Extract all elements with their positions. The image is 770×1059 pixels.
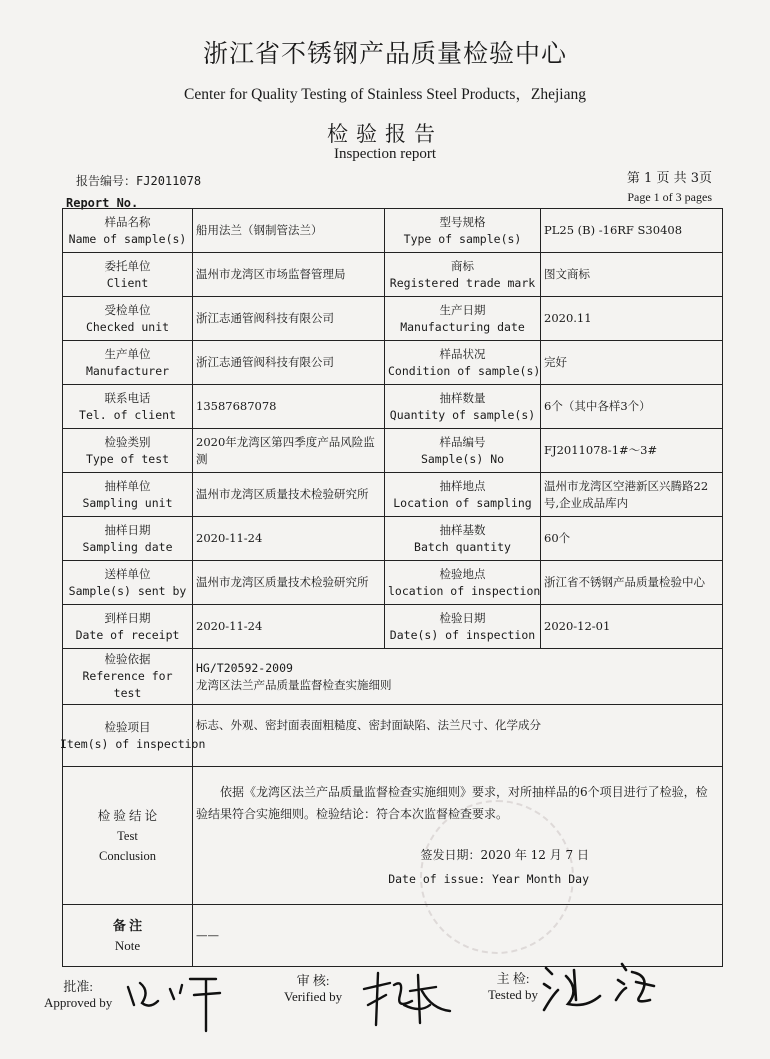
table-row bbox=[63, 209, 723, 253]
center-title-en: Center for Quality Testing of Stainless Steel Products，Zhejiang bbox=[184, 86, 586, 103]
field-label: 样品状况 Condition of sample(s) bbox=[385, 341, 541, 385]
field-value: PL25 (B) -16RF S30408 bbox=[541, 209, 723, 253]
page-indicator-cn: 第 1 页 共 3页 bbox=[626, 171, 712, 186]
field-label: 抽样基数 Batch quantity bbox=[385, 517, 541, 561]
field-label: 检验日期 Date(s) of inspection bbox=[385, 605, 541, 649]
approved-signature bbox=[120, 965, 230, 1035]
field-label: 商标 Registered trade mark bbox=[385, 253, 541, 297]
report-number bbox=[76, 172, 201, 189]
field-label: 样品编号 Sample(s) No bbox=[385, 429, 541, 473]
report-title-cn: 检验报告 bbox=[327, 122, 443, 146]
field-value: 2020年龙湾区第四季度产品风险监测 bbox=[193, 429, 385, 473]
field-label: 样品名称 Name of sample(s) bbox=[63, 209, 193, 253]
report-title-en: Inspection report bbox=[333, 146, 437, 162]
table-row bbox=[63, 605, 723, 649]
tested-signature bbox=[540, 960, 660, 1020]
issue-date-en: Date of issue: Year Month Day bbox=[388, 872, 589, 886]
verified-by-label: 审 核: Verified by bbox=[284, 973, 343, 1004]
inspection-table bbox=[62, 208, 723, 967]
tested-by-label: 主 检: Tested by bbox=[488, 971, 538, 1002]
page-indicator-en: Page 1 of 3 pages bbox=[627, 190, 712, 204]
table-row bbox=[63, 429, 723, 473]
field-value: 60个 bbox=[541, 517, 723, 561]
field-value: FJ2011078-1#～3# bbox=[541, 429, 723, 473]
table-row bbox=[63, 561, 723, 605]
field-label: 送样单位 Sample(s) sent by bbox=[63, 561, 193, 605]
field-label: 生产日期 Manufacturing date bbox=[385, 297, 541, 341]
table-row bbox=[63, 297, 723, 341]
field-value: 浙江志通管阀科技有限公司 bbox=[193, 341, 385, 385]
conclusion-row bbox=[63, 767, 723, 905]
items-value: 标志、外观、密封面表面粗糙度、密封面缺陷、法兰尺寸、化学成分 bbox=[193, 705, 723, 767]
table-row bbox=[63, 517, 723, 561]
field-label: 到样日期 Date of receipt bbox=[63, 605, 193, 649]
field-label: 检验地点 location of inspection bbox=[385, 561, 541, 605]
report-number-value: FJ2011078 bbox=[136, 174, 202, 188]
field-value: 图文商标 bbox=[541, 253, 723, 297]
conclusion-value bbox=[193, 767, 723, 905]
table-row bbox=[63, 385, 723, 429]
field-value: 船用法兰（钢制管法兰） bbox=[193, 209, 385, 253]
field-value: 温州市龙湾区质量技术检验研究所 bbox=[193, 561, 385, 605]
field-value: 2020-12-01 bbox=[541, 605, 723, 649]
approved-by-label: 批准: Approved by bbox=[44, 979, 113, 1010]
table-row bbox=[63, 253, 723, 297]
conclusion-text: 依据《龙湾区法兰产品质量监督检查实施细则》要求，对所抽样品的6个项目进行了检验，检验结果符合实施细则。检验结论：符合本次监督检查要求。 bbox=[196, 785, 708, 821]
reference-label: 检验依据 Reference for test bbox=[63, 649, 193, 705]
field-value: 6个（其中各样3个） bbox=[541, 385, 723, 429]
field-value: 2020-11-24 bbox=[193, 517, 385, 561]
report-number-label: 报告编号： bbox=[76, 174, 137, 188]
center-title-cn: 浙江省不锈钢产品质量检验中心 bbox=[202, 39, 567, 68]
field-value: 浙江志通管阀科技有限公司 bbox=[193, 297, 385, 341]
items-label: 检验项目 Item(s) of inspection bbox=[63, 705, 193, 767]
field-value: 完好 bbox=[541, 341, 723, 385]
issue-date-cn: 签发日期：2020 年 12 月 7 日 bbox=[420, 848, 589, 862]
field-label: 生产单位 Manufacturer bbox=[63, 341, 193, 385]
reference-row bbox=[63, 649, 723, 705]
table-row bbox=[63, 473, 723, 517]
note-label: 备 注 Note bbox=[63, 905, 193, 967]
items-row bbox=[63, 705, 723, 767]
field-value: 温州市龙湾区质量技术检验研究所 bbox=[193, 473, 385, 517]
field-value: 温州市龙湾区市场监督管理局 bbox=[193, 253, 385, 297]
field-label: 抽样日期 Sampling date bbox=[63, 517, 193, 561]
field-label: 抽样地点 Location of sampling bbox=[385, 473, 541, 517]
field-label: 联系电话 Tel. of client bbox=[63, 385, 193, 429]
report-number-en: Report No. bbox=[66, 196, 139, 210]
field-value: 2020-11-24 bbox=[193, 605, 385, 649]
field-label: 委托单位 Client bbox=[63, 253, 193, 297]
verified-signature bbox=[360, 965, 470, 1035]
field-label: 型号规格 Type of sample(s) bbox=[385, 209, 541, 253]
field-value: 13587687078 bbox=[193, 385, 385, 429]
table-row bbox=[63, 341, 723, 385]
field-label: 抽样数量 Quantity of sample(s) bbox=[385, 385, 541, 429]
note-value: —— bbox=[193, 905, 723, 967]
field-value: 浙江省不锈钢产品质量检验中心 bbox=[541, 561, 723, 605]
conclusion-label: 检 验 结 论 Test Conclusion bbox=[63, 767, 193, 905]
field-label: 抽样单位 Sampling unit bbox=[63, 473, 193, 517]
field-value: 温州市龙湾区空港新区兴腾路22号,企业成品库内 bbox=[541, 473, 723, 517]
field-label: 检验类别 Type of test bbox=[63, 429, 193, 473]
field-label: 受检单位 Checked unit bbox=[63, 297, 193, 341]
field-value: 2020.11 bbox=[541, 297, 723, 341]
note-row bbox=[63, 905, 723, 967]
reference-value: HG/T20592-2009 龙湾区法兰产品质量监督检查实施细则 bbox=[193, 649, 723, 705]
